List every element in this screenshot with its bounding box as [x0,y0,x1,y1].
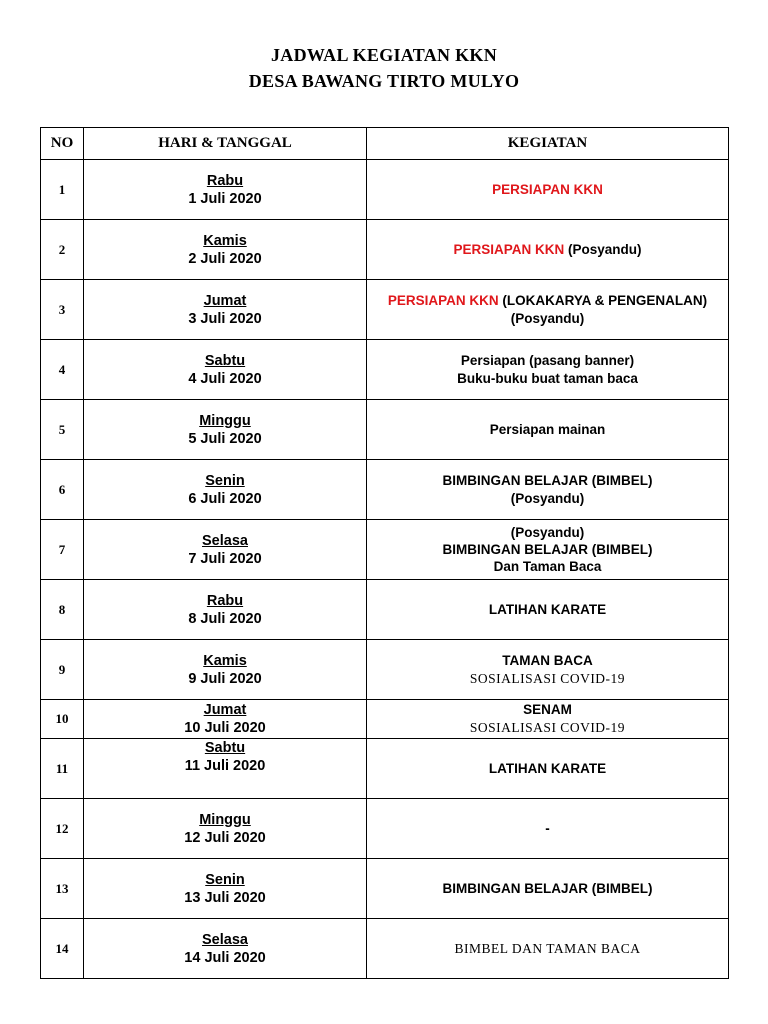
row-activity [367,700,729,739]
row-date [84,700,367,739]
table-row [41,640,729,700]
row-date-text: 9 Juli 2020 [188,670,262,687]
row-number: 11 [41,739,84,799]
row-number: 7 [41,520,84,580]
row-date [84,520,367,580]
row-date [84,280,367,340]
row-day: Selasa [202,532,248,549]
row-activity [367,400,729,460]
activity-line: SOSIALISASI COVID-19 [469,720,626,735]
row-day: Senin [205,871,245,888]
header-no: NO [41,128,84,160]
row-number: 6 [41,460,84,520]
activity-line: Persiapan (pasang banner) [460,352,635,368]
document-title: JADWAL KEGIATAN KKN [270,45,498,65]
activity-highlight: PERSIAPAN KKN [387,292,499,308]
row-activity [367,460,729,520]
activity-line: TAMAN BACA [502,652,593,668]
activity-line: (Posyandu) [510,310,585,326]
row-date-text: 6 Juli 2020 [188,490,262,507]
activity-line: - [545,820,550,836]
row-day: Sabtu [204,352,246,369]
activity-line: Persiapan mainan [489,421,606,437]
schedule-table [40,127,729,979]
row-day: Minggu [199,412,251,429]
row-activity [367,739,729,799]
row-activity [367,919,729,979]
row-day: Senin [205,472,245,489]
activity-line: LATIHAN KARATE [488,601,607,617]
table-row [41,340,729,400]
activity-line: Dan Taman Baca [493,559,602,574]
row-date [84,919,367,979]
row-day: Rabu [206,172,244,189]
activity-line: (Posyandu) [510,525,585,540]
table-row [41,220,729,280]
row-day: Kamis [203,652,247,669]
row-number: 13 [41,859,84,919]
row-date-text: 11 Juli 2020 [184,758,266,774]
row-day: Kamis [203,232,247,249]
table-row [41,160,729,220]
row-date [84,799,367,859]
table-row [41,280,729,340]
row-day: Minggu [199,811,251,828]
row-activity [367,859,729,919]
activity-text: (Posyandu) [564,241,642,257]
row-number: 14 [41,919,84,979]
activity-line: BIMBINGAN BELAJAR (BIMBEL) [442,880,653,896]
table-row [41,799,729,859]
activity-line: BIMBINGAN BELAJAR (BIMBEL) [442,472,653,488]
row-date [84,400,367,460]
activity-line: (Posyandu) [510,490,585,506]
row-date-text: 1 Juli 2020 [188,190,262,207]
header-date: HARI & TANGGAL [84,128,367,160]
document-subtitle: DESA BAWANG TIRTO MULYO [248,71,520,91]
row-number: 2 [41,220,84,280]
table-row [41,700,729,739]
row-activity [367,160,729,220]
activity-text: (LOKAKARYA & PENGENALAN) [498,292,708,308]
table-header-row [41,128,729,160]
row-day: Jumat [203,702,247,718]
table-row [41,520,729,580]
row-date-text: 10 Juli 2020 [184,720,266,736]
activity-line: PERSIAPAN KKN [492,181,603,197]
row-date-text: 8 Juli 2020 [188,610,262,627]
row-number: 9 [41,640,84,700]
row-activity [367,640,729,700]
table-row [41,580,729,640]
row-date-text: 12 Juli 2020 [184,829,266,846]
table-row [41,859,729,919]
row-date-text: 4 Juli 2020 [188,370,262,387]
table-row [41,400,729,460]
activity-line: SOSIALISASI COVID-19 [469,670,626,686]
activity-line: Buku-buku buat taman baca [457,370,638,386]
row-date [84,580,367,640]
row-date [84,859,367,919]
row-number: 1 [41,160,84,220]
row-date [84,220,367,280]
header-activity: KEGIATAN [367,128,729,160]
row-date-text: 13 Juli 2020 [184,889,266,906]
row-date-text: 3 Juli 2020 [188,310,262,327]
table-row [41,739,729,799]
row-activity [367,520,729,580]
activity-line: BIMBINGAN BELAJAR (BIMBEL) [442,542,653,557]
row-activity [367,799,729,859]
row-number: 4 [41,340,84,400]
row-activity [367,220,729,280]
row-activity [367,280,729,340]
row-activity [367,340,729,400]
row-number: 10 [41,700,84,739]
activity-highlight: PERSIAPAN KKN [453,241,565,257]
row-day: Sabtu [204,740,246,756]
row-date-text: 2 Juli 2020 [188,250,262,267]
row-date [84,739,367,799]
row-date-text: 7 Juli 2020 [188,550,262,567]
row-day: Rabu [206,592,244,609]
row-date [84,640,367,700]
row-number: 12 [41,799,84,859]
row-number: 3 [41,280,84,340]
row-date [84,160,367,220]
row-date [84,340,367,400]
table-row [41,460,729,520]
row-day: Jumat [203,292,247,309]
activity-line: SENAM [523,702,572,717]
row-date [84,460,367,520]
row-number: 8 [41,580,84,640]
row-activity [367,580,729,640]
activity-line: BIMBEL DAN TAMAN BACA [454,940,641,956]
row-date-text: 14 Juli 2020 [184,949,266,966]
table-row [41,919,729,979]
row-number: 5 [41,400,84,460]
row-date-text: 5 Juli 2020 [188,430,262,447]
row-day: Selasa [202,931,248,948]
activity-line: LATIHAN KARATE [488,760,607,776]
